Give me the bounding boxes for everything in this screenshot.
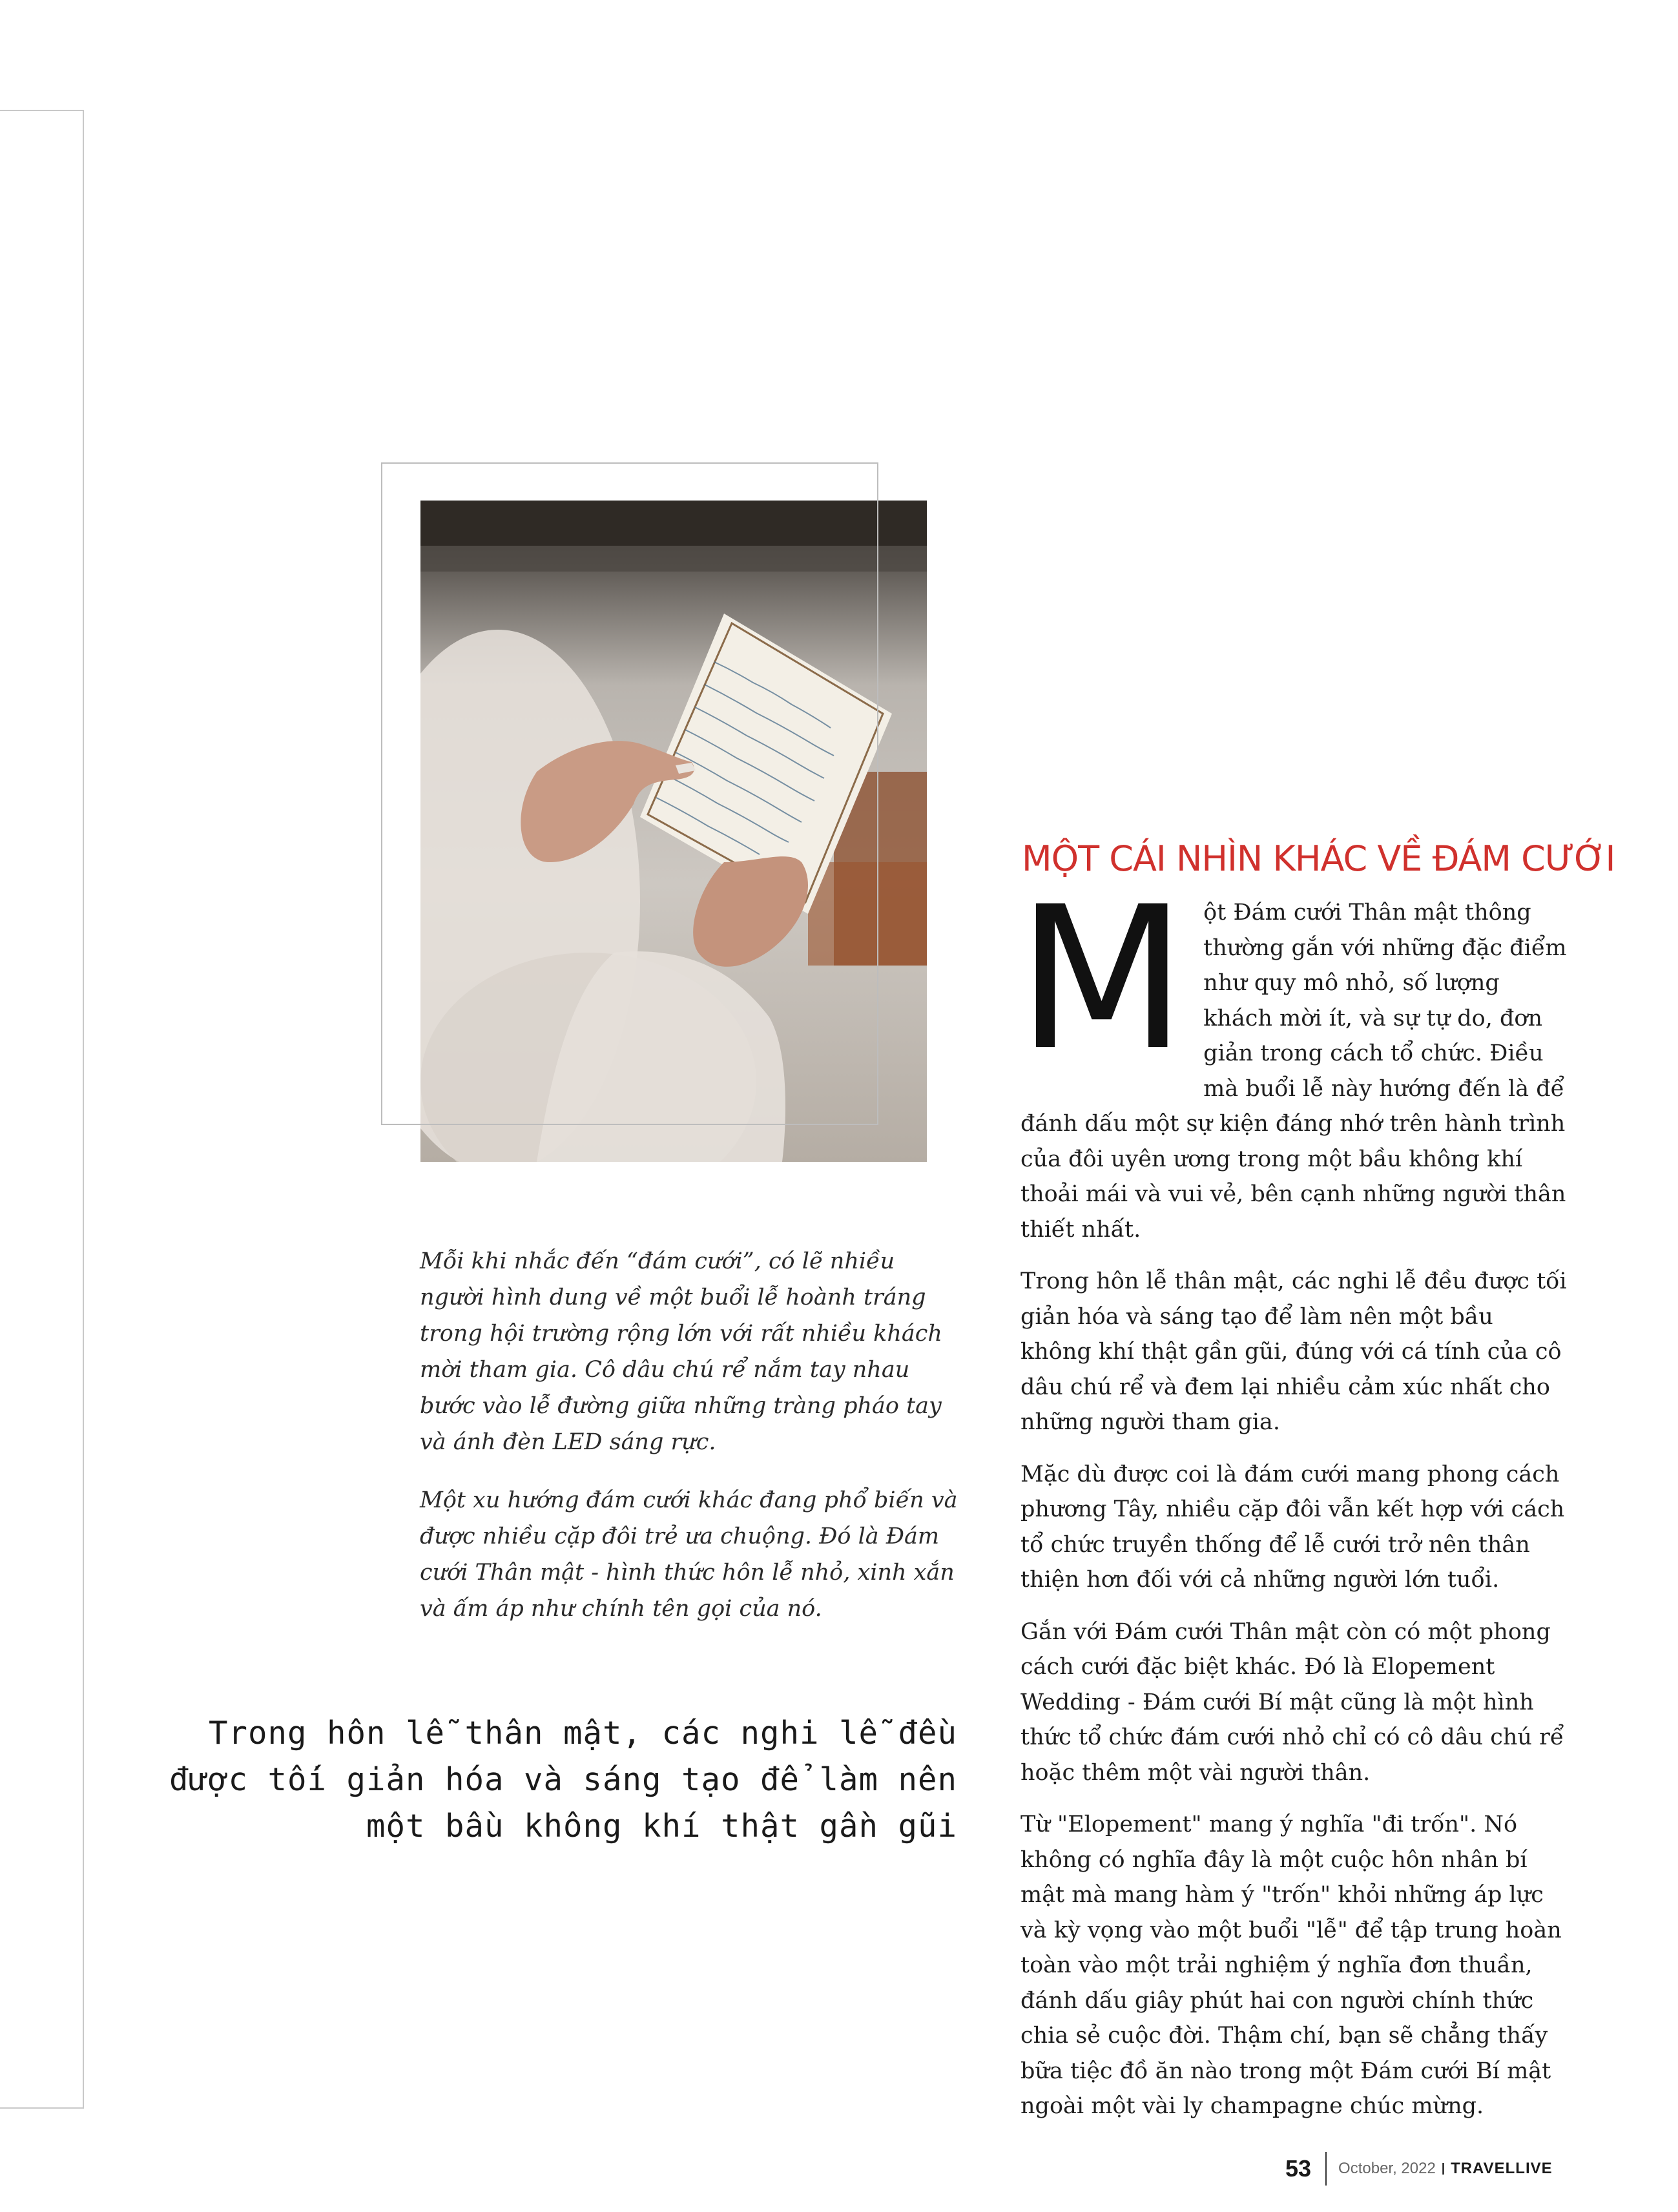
body-paragraph: Trong hôn lễ thân mật, các nghi lễ đều được tối giản hóa và sáng tạo để làm nên một bầu không khí thật gần gũi, đúng với cá tính của cô dâu chú rể và đem lại nhiều cảm xúc nhất cho những người tham gia. <box>1020 1268 1567 1435</box>
footer-separator: I <box>1440 2158 1446 2178</box>
body-paragraph: Gắn với Đám cưới Thân mật còn có một phong cách cưới đặc biệt khác. Đó là Elopement Wedding - Đám cưới Bí mật cũng là một hình thức tổ chức đám cưới nhỏ chỉ có cô dâu chú rể hoặc thêm một vài người thân. <box>1020 1618 1564 1786</box>
issue-date: October, 2022 <box>1338 2160 1436 2177</box>
article-body <box>1017 864 1569 2141</box>
photo-frame <box>381 462 878 1125</box>
pull-quote: Trong hôn lễ thân mật, các nghi lễ đều được tối giản hóa và sáng tạo để làm nên một bầu không khí thật gần gũi <box>169 1715 957 1845</box>
page-edge-frame <box>0 110 84 2109</box>
section-heading: MỘT CÁI NHÌN KHÁC VỀ ĐÁM CƯỚI <box>1022 838 1615 879</box>
first-paragraph-text: ột Đám cưới Thân mật thông thường gắn với những đặc điểm như quy mô nhỏ, số lượng khách mời ít, và sự tự do, đơn giản trong cách tổ chức. Điều mà buổi lễ này hướng đến là để đánh dấu một sự kiện đáng nhớ trên hành trình của đôi uyên ương trong một bầu không khí thoải mái và vui vẻ, bên cạnh những người thân thiết nhất. <box>1020 900 1567 1243</box>
body-paragraph-first <box>1017 864 1569 1247</box>
intro-paragraph: Một xu hướng đám cưới khác đang phổ biến và được nhiều cặp đôi trẻ ưa chuộng. Đó là Đám cưới Thân mật - hình thức hôn lễ nhỏ, xinh xắn và ấm áp như chính tên gọi của nó. <box>420 1487 958 1622</box>
page-footer <box>1285 2149 1553 2188</box>
drop-cap: M <box>1017 864 1187 1093</box>
intro-paragraph: Mỗi khi nhắc đến “đám cưới”, có lẽ nhiều người hình dung về một buổi lễ hoành tráng trong hội trường rộng lớn với rất nhiều khách mời tham gia. Cô dâu chú rể nắm tay nhau bước vào lễ đường giữa những tràng pháo tay và ánh đèn LED sáng rực. <box>420 1248 942 1455</box>
footer-divider <box>1325 2152 1327 2186</box>
intro-column <box>420 1243 962 1649</box>
page-number: 53 <box>1285 2155 1312 2182</box>
body-paragraph: Mặc dù được coi là đám cưới mang phong cách phương Tây, nhiều cặp đôi vẫn kết hợp với cách tổ chức truyền thống để lễ cưới trở nên thân thiện hơn đối với cả những người lớn tuổi. <box>1020 1461 1565 1593</box>
body-paragraph: Từ "Elopement" mang ý nghĩa "đi trốn". Nó không có nghĩa đây là một cuộc hôn nhân bí mật mà mang hàm ý "trốn" khỏi những áp lực và kỳ vọng vào một buổi "lễ" để tập trung hoàn toàn vào một trải nghiệm ý nghĩa đơn thuần, đánh dấu giây phút hai con người chính thức chia sẻ cuộc đời. Thậm chí, bạn sẽ chẳng thấy bữa tiệc đồ ăn nào trong một Đám cưới Bí mật ngoài một vài ly champagne chúc mừng. <box>1020 1812 1562 2119</box>
magazine-name: TRAVELLIVE <box>1451 2160 1553 2177</box>
